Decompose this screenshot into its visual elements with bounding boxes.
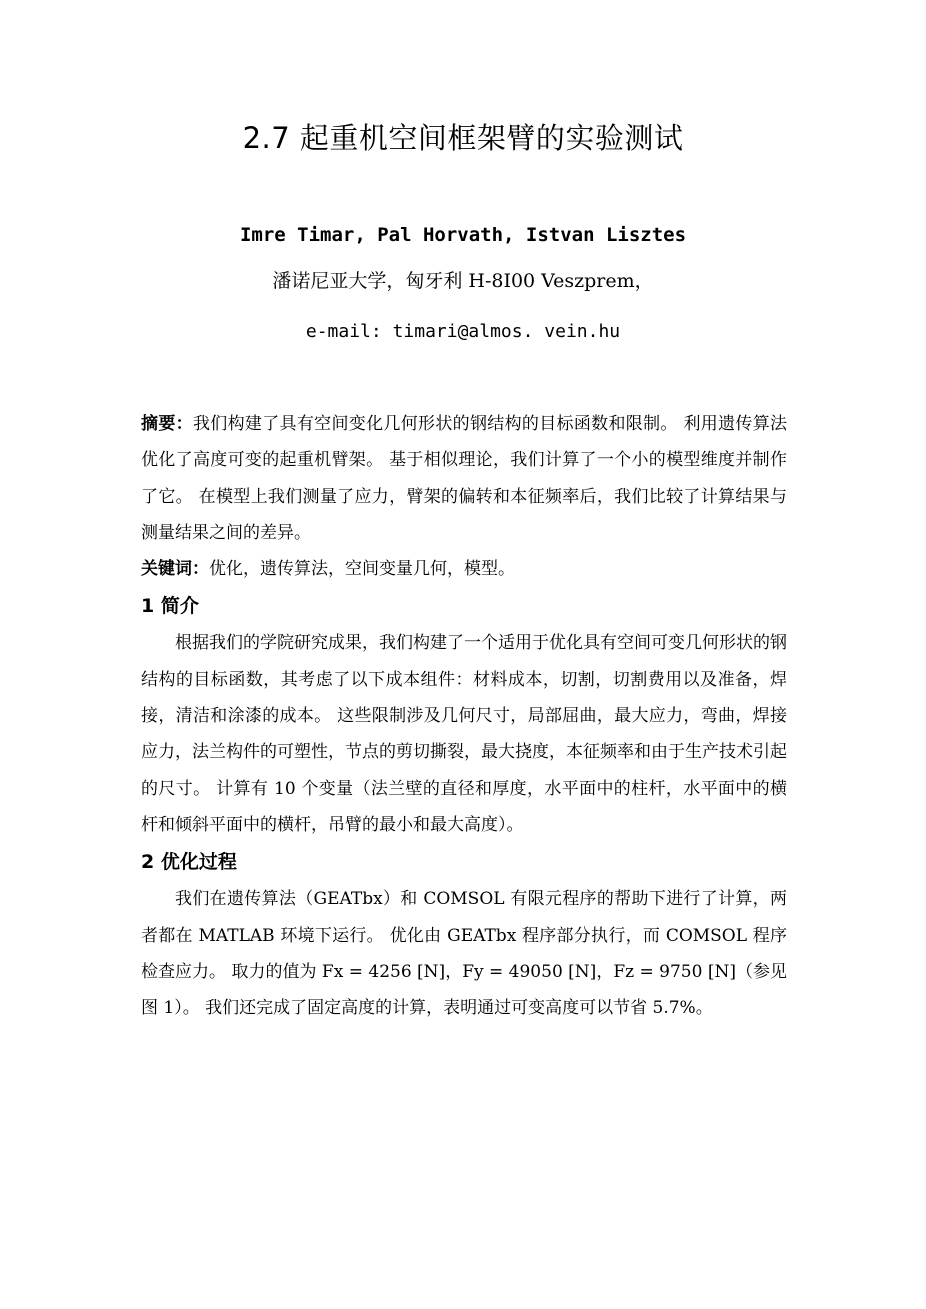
section-heading-introduction: 1 简介 bbox=[141, 595, 199, 618]
abstract-label: 摘要： bbox=[141, 414, 193, 434]
section-paragraph-optimization: 我们在遗传算法（GEATbx）和 COMSOL 有限元程序的帮助下进行了计算，两者都在 MATLAB 环境下运行。 优化由 GEATbx 程序部分执行，而 COMSOL 程序检查应力。 取力的值为 Fx = 4256 [N]，Fy = 49050 [N]，Fz = 9750 [N]（参见图 1）。 我们还完成了固定高度的计算，表明通过可变高度可以节省 5.7%。 bbox=[141, 889, 787, 1019]
section-heading-optimization: 2 优化过程 bbox=[141, 851, 237, 874]
keywords-label: 关键词： bbox=[141, 559, 209, 580]
author-list: Imre Timar, Pal Horvath, Istvan Lisztes bbox=[239, 224, 687, 246]
paper-title: 2.7 起重机空间框架臂的实验测试 bbox=[242, 121, 684, 155]
abstract-text: 我们构建了具有空间变化几何形状的钢结构的目标函数和限制。 利用遗传算法优化了高度可变的起重机臂架。 基于相似理论，我们计算了一个小的模型维度并制作了它。 在模型上我们测量了应力，臂架的偏转和本征频率后，我们比较了计算结果与测量结果之间的差异。 bbox=[141, 414, 788, 543]
author-email: e-mail: timari@almos. vein.hu bbox=[305, 321, 621, 342]
keywords-text: 优化，遗传算法，空间变量几何，模型。 bbox=[209, 559, 515, 580]
keywords bbox=[141, 551, 787, 587]
paper-body bbox=[141, 406, 787, 1026]
affiliation: 潘诺尼亚大学，匈牙利 H-8I00 Veszprem， bbox=[272, 270, 654, 292]
abstract bbox=[141, 406, 787, 551]
section-paragraph-introduction: 根据我们的学院研究成果，我们构建了一个适用于优化具有空间可变几何形状的钢结构的目标函数，其考虑了以下成本组件：材料成本，切割，切割费用以及准备，焊接，清洁和涂漆的成本。 这些限制涉及几何尺寸，局部屈曲，最大应力，弯曲，焊接应力，法兰构件的可塑性，节点的剪切撕裂，最大挠度，本征频率和由于生产技术引起的尺寸。 计算有 10 个变量（法兰壁的直径和厚度，水平面中的柱杆，水平面中的横杆和倾斜平面中的横杆，吊臂的最小和最大高度）。 bbox=[141, 633, 787, 835]
